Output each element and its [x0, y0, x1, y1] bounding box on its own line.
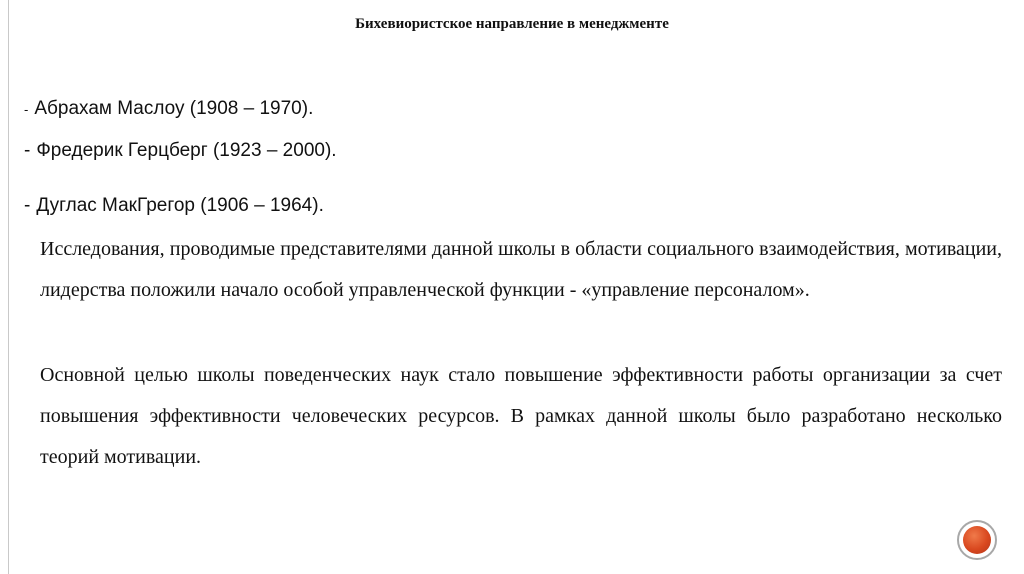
person-text: Фредерик Герцберг (1923 – 2000). [36, 140, 337, 161]
bullet-dash: - [24, 195, 31, 216]
bullet-dash: - [24, 140, 31, 161]
paragraph-goal: Основной целью школы поведенческих наук стало повышение эффективности работы организации за счет повышения эффективности человеческих ресурсов. В рамках данной школы было разработано несколько теорий мотивации. [40, 364, 1002, 468]
person-text: Абрахам Маслоу (1908 – 1970). [34, 98, 314, 119]
person-item-maslow [24, 96, 313, 123]
left-divider [8, 0, 9, 574]
circle-button-icon[interactable] [957, 520, 997, 560]
bullet-dash: - [24, 102, 29, 117]
paragraph-research: Исследования, проводимые представителями данной школы в области социального взаимодействия, мотивации, лидерства положили начало особой управленческой функции - «управление персоналом». [40, 238, 1002, 301]
person-item-herzberg [24, 138, 337, 164]
circle-button-fill [963, 526, 991, 554]
person-item-mcgregor [24, 193, 324, 219]
slide-title: Бихевиористское направление в менеджменте [355, 16, 669, 32]
person-text: Дуглас МакГрегор (1906 – 1964). [36, 195, 324, 216]
